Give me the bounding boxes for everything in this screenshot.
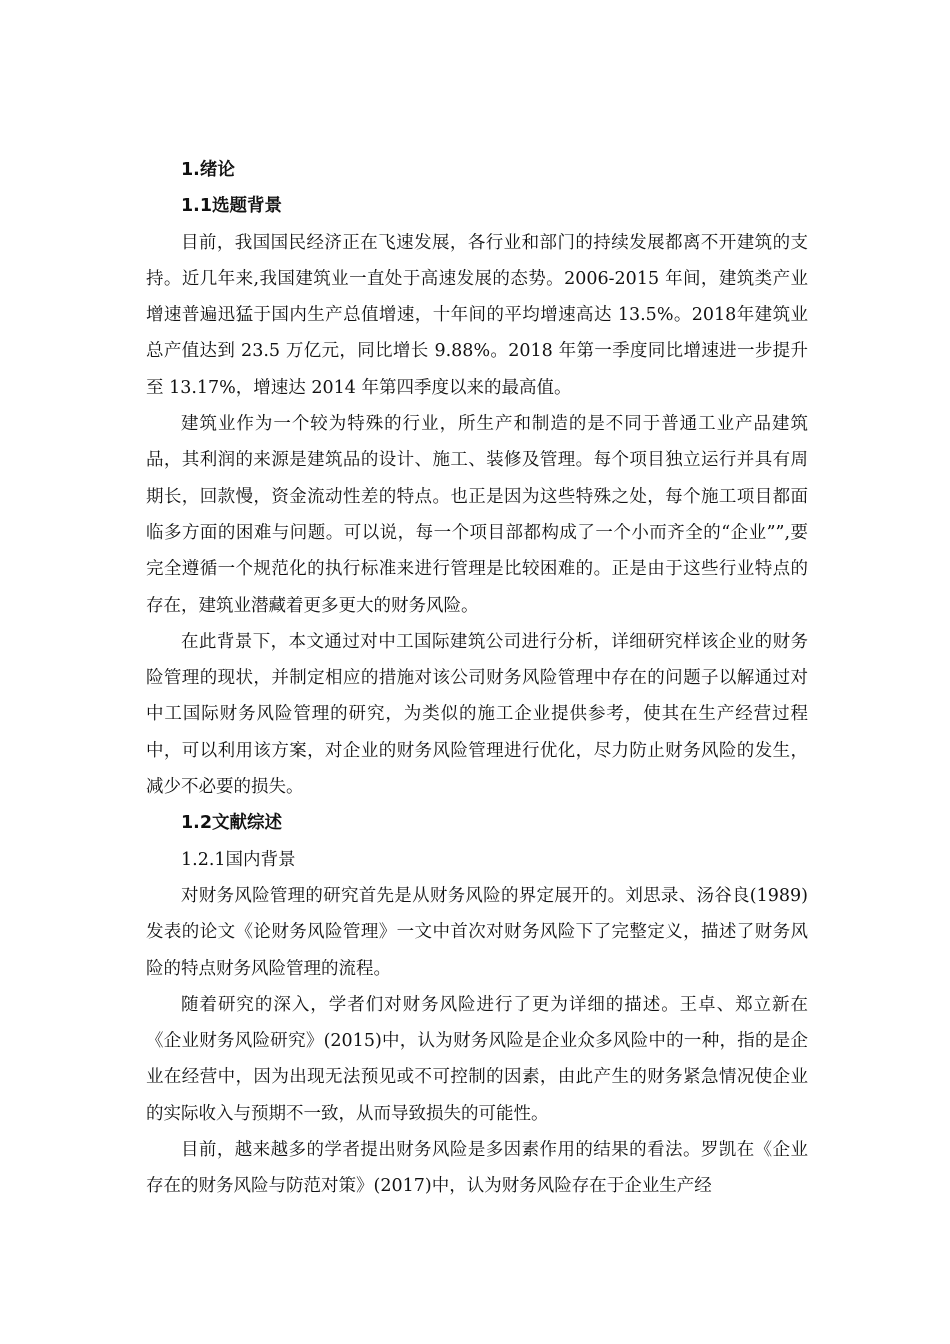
document-page <box>146 152 808 1205</box>
paragraph-review-2: 随着研究的深入，学者们对财务风险进行了更为详细的描述。王卓、郑立新在《企业财务风险研究》(2015)中，认为财务风险是企业众多风险中的一种，指的是企业在经营中，因为出现无法预见或不可控制的因素，由此产生的财务紧急情况使企业的实际收入与预期不一致，从而导致损失的可能性。 <box>146 994 808 1124</box>
heading-section-1-2: 1.2文献综述 <box>181 813 283 834</box>
paragraph-background-1: 目前，我国国民经济正在飞速发展，各行业和部门的持续发展都离不开建筑的支持。近几年来,我国建筑业一直处于高速发展的态势。2006-2015 年间，建筑类产业增速普遍迅猛于国内生产总值增速，十年间的平均增速高达 13.5%。2018年建筑业总产值达到 23.5 万亿元，同比增长 9.88%。2018 年第一季度同比增速进一步提升至 13.17%，增速达 2014 年第四季度以来的最高值。 <box>146 232 808 398</box>
heading-chapter-1: 1.绪论 <box>181 160 235 180</box>
paragraph-background-2: 建筑业作为一个较为特殊的行业，所生产和制造的是不同于普通工业产品建筑品，其利润的来源是建筑品的设计、施工、装修及管理。每个项目独立运行并具有周期长，回款慢，资金流动性差的特点。也正是因为这些特殊之处，每个施工项目都面临多方面的困难与问题。可以说，每一个项目部都构成了一个小而齐全的“企业””,要完全遵循一个规范化的执行标准来进行管理是比较困难的。正是由于这些行业特点的存在，建筑业潜藏着更多更大的财务风险。 <box>146 414 808 616</box>
heading-subsection-1-2-1: 1.2.1国内背景 <box>181 849 296 870</box>
heading-section-1-1: 1.1选题背景 <box>181 196 283 217</box>
paragraph-review-1: 对财务风险管理的研究首先是从财务风险的界定展开的。刘思录、汤谷良(1989)发表的论文《论财务风险管理》一文中首次对财务风险下了完整定义，描述了财务风险的特点财务风险管理的流程。 <box>146 885 808 979</box>
paragraph-review-3: 目前，越来越多的学者提出财务风险是多因素作用的结果的看法。罗凯在《企业存在的财务风险与防范对策》(2017)中，认为财务风险存在于企业生产经 <box>146 1140 808 1197</box>
paragraph-background-3: 在此背景下，本文通过对中工国际建筑公司进行分析，详细研究样该企业的财务险管理的现状，并制定相应的措施对该公司财务风险管理中存在的问题子以解通过对中工国际财务风险管理的研究，为类似的施工企业提供参考，使其在生产经营过程中，可以利用该方案，对企业的财务风险管理进行优化，尽力防止财务风险的发生，减少不必要的损失。 <box>146 631 808 798</box>
